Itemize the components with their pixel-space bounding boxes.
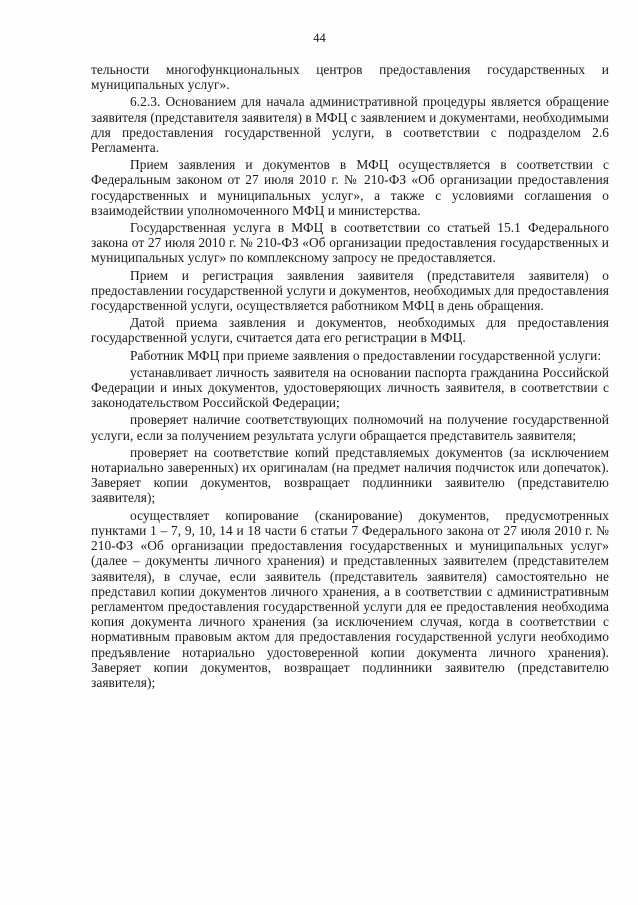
paragraph-reception-date: Датой приема заявления и документов, необходимых для предоставления государственной услуги, считается дата его регистрации в МФЦ. bbox=[91, 315, 609, 346]
paragraph-reception: Прием заявления и документов в МФЦ осуществляется в соответствии с Федеральным законом от 27 июля 2010 г. № 210-ФЗ «Об организации предоставления государственных и муниципальных услуг», а также с условиями соглашения о взаимодействии уполномоченного МФЦ и министерства. bbox=[91, 157, 609, 218]
list-item-scanning: осуществляет копирование (сканирование) документов, предусмотренных пунктами 1 – 7, 9, 10, 14 и 18 части 6 статьи 7 Федерального закона от 27 июля 2010 г. № 210-ФЗ «Об организации предоставления государственных и муниципальных услуг» (далее – документы личного хранения) и представленных заявителем (представителем заявителя), в случае, если заявитель (представитель заявителя) самостоятельно не представил копии документов личного хранения, а в соответствии с административным регламентом предоставления государственной услуги для ее предоставления необходима копия документа личного хранения (за исключением случая, когда в соответствии с нормативным правовым актом для предоставления государственной услуги необходимо предъявление нотариально удостоверенной копии документа личного хранения). Заверяет копии документов, возвращает подлинники заявителю (представителю заявителя); bbox=[91, 507, 609, 690]
document-body bbox=[91, 62, 609, 692]
paragraph-registration: Прием и регистрация заявления заявителя (представителя заявителя) о предоставлении государственной услуги и документов, необходимых для предоставления государственной услуги, осуществляется работником МФЦ в день обращения. bbox=[91, 267, 609, 314]
list-item-identity: устанавливает личность заявителя на основании паспорта гражданина Российской Федерации и иных документов, удостоверяющих личность заявителя, в соответствии с законодательством Российской Федерации; bbox=[91, 364, 609, 411]
paragraph-6-2-3: 6.2.3. Основанием для начала административной процедуры является обращение заявителя (представителя заявителя) в МФЦ с заявлением и документами, необходимыми для предоставления государственной услуги, в соответствии с подразделом 2.6 Регламента. bbox=[91, 94, 609, 156]
list-item-copies-check: проверяет на соответствие копий представляемых документов (за исключением нотариально заверенных) их оригиналам (на предмет наличия подчисток или допечаток). Заверяет копии документов, возвращает подлинники заявителю (представителю заявителя); bbox=[91, 444, 609, 506]
paragraph-complex-request: Государственная услуга в МФЦ в соответствии со статьей 15.1 Федерального закона от 27 июля 2010 г. № 210-ФЗ «Об организации предоставления государственных и муниципальных услуг» по комплексному запросу не предоставляется. bbox=[91, 220, 609, 266]
paragraph-continuation: тельности многофункциональных центров предоставления государственных и муниципальных услуг». bbox=[91, 62, 609, 93]
page-number: 44 bbox=[313, 31, 326, 45]
list-item-authority: проверяет наличие соответствующих полномочий на получение государственной услуги, если за получением результата услуги обращается представитель заявителя; bbox=[91, 412, 609, 443]
paragraph-worker-duties: Работник МФЦ при приеме заявления о предоставлении государственной услуги: bbox=[130, 347, 602, 363]
